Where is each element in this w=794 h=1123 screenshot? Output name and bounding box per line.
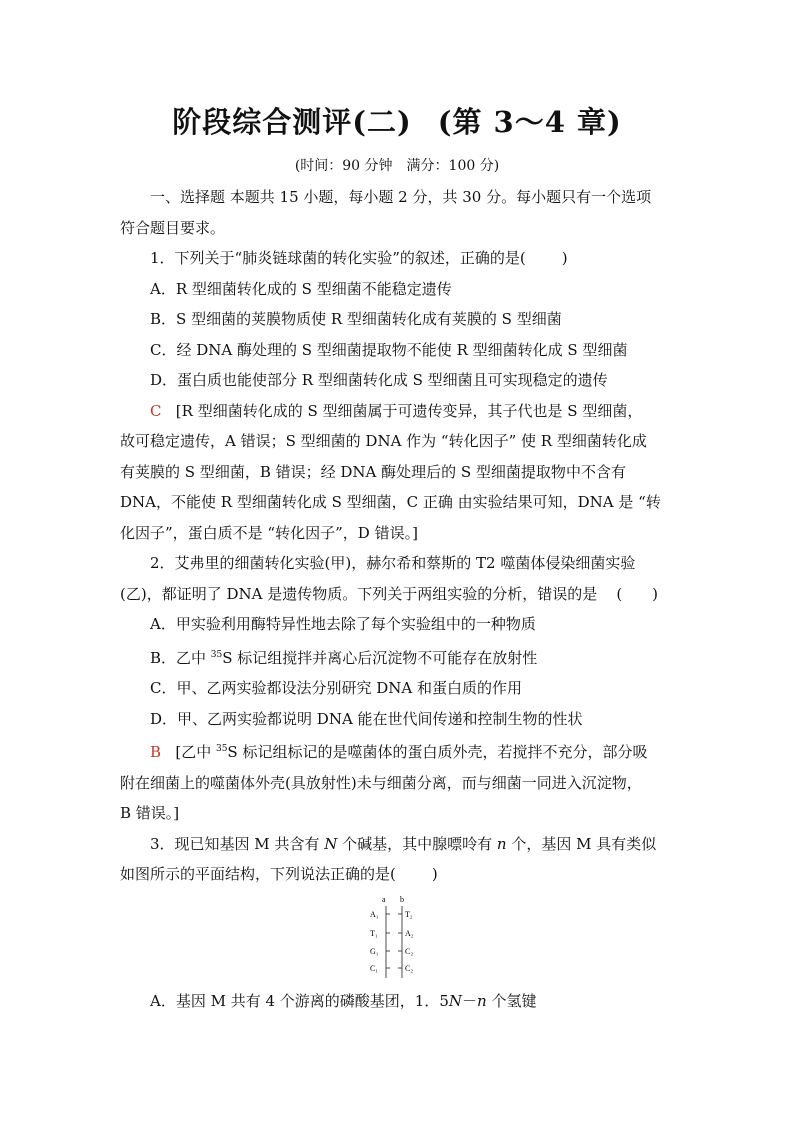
question-1-option-a: A．R 型细菌转化成的 S 型细菌不能稳定遗传 (150, 279, 452, 298)
right-base-4: C₂ (405, 963, 414, 973)
right-base-1: T₂ (405, 909, 413, 919)
question-1-explanation-line5: 化因子”，蛋白质不是 “转化因子”，D 错误。] (120, 523, 418, 542)
exam-content (120, 182, 676, 1016)
question-1-option-d: D．蛋白质也能使部分 R 型细菌转化成 S 型细菌且可实现稳定的遗传 (150, 371, 608, 389)
answer-letter: C (150, 401, 162, 420)
question-1-explanation-line4: DNA，不能使 R 型细菌转化成 S 型细菌，C 正确 由实验结果可知，DNA 是 “转 (120, 493, 661, 511)
question-1-option-b: B．S 型细菌的荚膜物质使 R 型细菌转化成有荚膜的 S 型细菌 (150, 310, 562, 328)
question-2-option-a: A．甲实验利用酶特异性地去除了每个实验组中的一种物质 (150, 615, 536, 633)
left-base-3: G₁ (370, 946, 379, 956)
question-2-option-c: C．甲、乙两实验都设法分别研究 DNA 和蛋白质的作用 (150, 679, 522, 697)
right-base-2: A₂ (405, 928, 414, 938)
question-1-answer: C [R 型细菌转化成的 S 型细菌属于可遗传变异，其子代也是 S 型细菌， (150, 401, 643, 420)
question-2-option-d: D．甲、乙两实验都说明 DNA 能在世代间传递和控制生物的性状 (150, 709, 583, 728)
question-3-stem-line1: 3．现已知基因 M 共含有 N 个碱基，其中腺嘌呤有 n 个，基因 M 具有类似 (150, 834, 657, 853)
dna-strand-figure (120, 890, 676, 986)
question-2-stem-line1: 2．艾弗里的细菌转化实验(甲)，赫尔希和蔡斯的 T2 噬菌体侵染细菌实验 (150, 554, 636, 572)
question-2-explanation-line3: B 错误。] (120, 804, 180, 822)
title-chapter-range: (第 3～4 章) (437, 105, 622, 139)
strand-b-label: b (400, 894, 404, 904)
left-base-4: C₁ (370, 963, 379, 973)
left-base-2: T₁ (370, 928, 378, 938)
answer-letter: B (150, 743, 162, 761)
section-heading-line1: 一、选择题 本题共 15 小题，每小题 2 分，共 30 分。每小题只有一个选项 (150, 188, 652, 206)
section-heading-line2: 符合题目要求。 (120, 218, 226, 237)
question-2-answer: B [乙中 $^{35}$S 标记组标记的是噬菌体的蛋白质外壳，若搅拌不充分，部分吸 (150, 743, 648, 761)
question-1-option-c: C．经 DNA 酶处理的 S 型细菌提取物不能使 R 型细菌转化成 S 型细菌 (150, 340, 628, 359)
question-1-explanation-line2: 故可稳定遗传，A 错误；S 型细菌的 DNA 作为 “转化因子” 使 R 型细菌转化成 (120, 432, 647, 450)
right-base-3: C₂ (405, 946, 414, 956)
question-3-option-a: A．基因 M 共有 4 个游离的磷酸基团，1．5N－n 个氢键 (150, 991, 537, 1010)
exam-info: (时间：90 分钟 满分：100 分) (294, 158, 500, 174)
question-1-explanation-line3: 有荚膜的 S 型细菌，B 错误；经 DNA 酶处理后的 S 型细菌提取物中不含有 (120, 462, 626, 481)
dna-strand-diagram (364, 894, 434, 980)
question-2-option-b: B．乙中 $^{35}$S 标记组搅拌并离心后沉淀物不可能存在放射性 (150, 648, 538, 667)
page-title (0, 100, 794, 141)
question-3-stem-line2: 如图所示的平面结构，下列说法正确的是( ) (120, 865, 438, 883)
question-2-explanation-line2: 附在细菌上的噬菌体外壳(具放射性)未与细菌分离，而与细菌一同进入沉淀物， (120, 773, 642, 792)
question-1-stem: 1．下列关于“肺炎链球菌的转化实验”的叙述，正确的是( ) (150, 249, 568, 267)
left-base-1: A₁ (370, 909, 379, 919)
question-2-stem-line2: (乙)，都证明了 DNA 是遗传物质。下列关于两组实验的分析，错误的是 ( ) (120, 584, 659, 603)
title-main: 阶段综合测评(二) (172, 105, 412, 139)
strand-a-label: a (382, 894, 386, 904)
